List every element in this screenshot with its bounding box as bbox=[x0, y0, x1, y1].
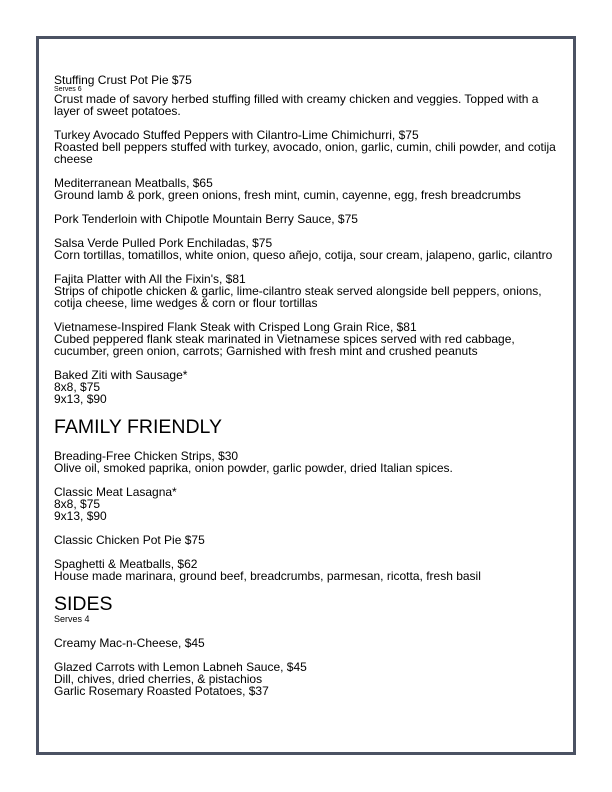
item-description: Roasted bell peppers stuffed with turkey, avocado, onion, garlic, cumin, chili powder, and cotija cheese bbox=[54, 140, 556, 166]
item-title: Mediterranean Meatballs, $65 bbox=[54, 176, 213, 190]
menu-item-turkey-avocado-peppers bbox=[54, 129, 559, 165]
item-title: Creamy Mac-n-Cheese, $45 bbox=[54, 636, 205, 650]
sides-serves-note: Serves 4 bbox=[54, 614, 90, 624]
item-description: House made marinara, ground beef, breadcrumbs, parmesan, ricotta, fresh basil bbox=[54, 569, 481, 583]
menu-item-chicken-pot-pie bbox=[54, 534, 559, 546]
menu-content bbox=[54, 74, 559, 709]
menu-item-baked-ziti bbox=[54, 369, 559, 405]
menu-item-stuffing-crust-pot-pie bbox=[54, 74, 559, 117]
menu-item-mediterranean-meatballs bbox=[54, 177, 559, 201]
section-heading-family-friendly: FAMILY FRIENDLY bbox=[54, 416, 222, 438]
size-option: 8x8, $75 bbox=[54, 380, 101, 394]
menu-item-glazed-carrots bbox=[54, 661, 559, 697]
item-title: Classic Chicken Pot Pie $75 bbox=[54, 533, 205, 547]
menu-page-frame bbox=[36, 36, 576, 755]
menu-item-roasted-potatoes: Garlic Rosemary Roasted Potatoes, $37 bbox=[54, 684, 269, 698]
menu-item-meat-lasagna bbox=[54, 486, 559, 522]
item-title: Pork Tenderloin with Chipotle Mountain Berry Sauce, $75 bbox=[54, 212, 358, 226]
item-title: Turkey Avocado Stuffed Peppers with Cilantro-Lime Chimichurri, $75 bbox=[54, 128, 419, 142]
item-description: Olive oil, smoked paprika, onion powder, garlic powder, dried Italian spices. bbox=[54, 461, 453, 475]
item-description: Strips of chipotle chicken & garlic, lime-cilantro steak served alongside bell peppers, onions, cotija cheese, lime wedges & corn or flour tortillas bbox=[54, 284, 542, 310]
item-description: Dill, chives, dried cherries, & pistachios bbox=[54, 672, 263, 686]
menu-item-mac-n-cheese bbox=[54, 637, 559, 649]
item-title: Breading-Free Chicken Strips, $30 bbox=[54, 449, 239, 463]
menu-item-vietnamese-flank-steak bbox=[54, 321, 559, 357]
menu-item-salsa-verde-enchiladas bbox=[54, 237, 559, 261]
menu-item-fajita-platter bbox=[54, 273, 559, 309]
item-title: Stuffing Crust Pot Pie $75 bbox=[54, 73, 192, 87]
section-heading-sides: SIDES bbox=[54, 593, 113, 615]
size-option: 9x13, $90 bbox=[54, 392, 107, 406]
item-description: Crust made of savory herbed stuffing filled with creamy chicken and veggies. Topped with a layer of sweet potatoes. bbox=[54, 92, 539, 118]
item-title: Baked Ziti with Sausage* bbox=[54, 368, 188, 382]
menu-item-spaghetti-meatballs bbox=[54, 558, 559, 582]
menu-item-pork-tenderloin bbox=[54, 213, 559, 225]
menu-item-chicken-strips bbox=[54, 450, 559, 474]
item-title: Classic Meat Lasagna* bbox=[54, 485, 177, 499]
item-description: Ground lamb & pork, green onions, fresh mint, cumin, cayenne, egg, fresh breadcrumbs bbox=[54, 188, 521, 202]
item-title: Vietnamese-Inspired Flank Steak with Crisped Long Grain Rice, $81 bbox=[54, 320, 417, 334]
item-description: Cubed peppered flank steak marinated in Vietnamese spices served with red cabbage, cucumber, green onion, carrots; Garnished with fresh mint and crushed peanuts bbox=[54, 332, 515, 358]
size-option: 8x8, $75 bbox=[54, 497, 101, 511]
item-description: Corn tortillas, tomatillos, white onion, queso añejo, cotija, sour cream, jalapeno, garlic, cilantro bbox=[54, 248, 553, 262]
item-title: Spaghetti & Meatballs, $62 bbox=[54, 557, 198, 571]
item-title: Glazed Carrots with Lemon Labneh Sauce, $45 bbox=[54, 660, 307, 674]
size-option: 9x13, $90 bbox=[54, 509, 107, 523]
item-title: Salsa Verde Pulled Pork Enchiladas, $75 bbox=[54, 236, 273, 250]
serves-note: Serves 6 bbox=[54, 86, 82, 93]
item-title: Fajita Platter with All the Fixin's, $81 bbox=[54, 272, 246, 286]
